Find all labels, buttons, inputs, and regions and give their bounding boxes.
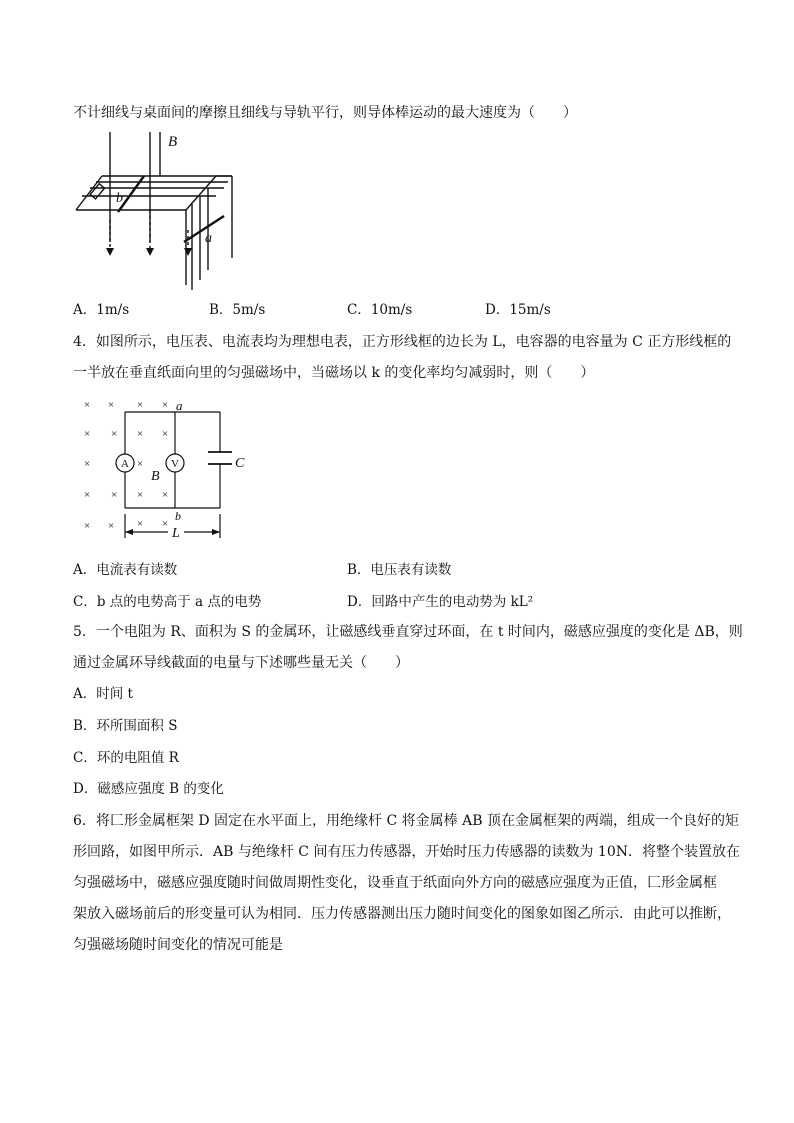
q3-label-b: b xyxy=(116,191,123,206)
q4-option-c: C．b 点的电势高于 a 点的电势 xyxy=(73,594,262,610)
q4-label-L: L xyxy=(172,526,180,541)
q3-label-B: B xyxy=(168,134,178,150)
field-mark: × xyxy=(84,520,91,532)
field-mark: × xyxy=(137,518,144,530)
field-mark: × xyxy=(137,399,144,411)
field-mark: × xyxy=(111,428,118,440)
q5-line-2: 通过金属环导线截面的电量与下述哪些量无关（ ） xyxy=(73,655,409,671)
field-mark: × xyxy=(108,520,115,532)
q5-option-d: D．磁感应强度 B 的变化 xyxy=(73,781,224,797)
field-mark: × xyxy=(162,489,169,501)
q5-option-a: A．时间 t xyxy=(73,686,133,702)
q4-option-b: B．电压表有读数 xyxy=(347,562,452,578)
q6-line-3: 匀强磁场中，磁感应强度随时间做周期性变化，设垂直于纸面向外方向的磁感应强度为正值，匚形金属框 xyxy=(73,875,717,891)
field-mark: × xyxy=(137,489,144,501)
q4-line-2: 一半放在垂直纸面向里的匀强磁场中，当磁场以 k 的变化率均匀减弱时，则（ ） xyxy=(73,365,595,381)
ammeter-icon: A xyxy=(121,458,129,470)
q4-label-a: a xyxy=(176,398,183,413)
q4-option-d: D．回路中产生的电动势为 kL² xyxy=(347,594,534,610)
field-mark: × xyxy=(84,458,91,470)
field-mark: × xyxy=(162,428,169,440)
q4-label-B: B xyxy=(151,469,160,484)
field-mark: × xyxy=(84,489,91,501)
field-mark: × xyxy=(84,399,91,411)
voltmeter-icon: V xyxy=(171,458,179,470)
q3-figure xyxy=(68,130,248,295)
q3-stem-tail: 不计细线与桌面间的摩擦且细线与导轨平行，则导体棒运动的最大速度为（ ） xyxy=(73,105,577,121)
q6-line-2: 形回路，如图甲所示．AB 与绝缘杆 C 间有压力传感器，开始时压力传感器的读数为 10N．将整个装置放在 xyxy=(73,844,740,860)
field-mark: × xyxy=(162,518,169,530)
q5-option-c: C．环的电阻值 R xyxy=(73,750,179,766)
field-mark: × xyxy=(137,458,144,470)
q3-option-a: A．1m/s xyxy=(73,302,130,318)
q5-line-1: 5．一个电阻为 R、面积为 S 的金属环，让磁感线垂直穿过环面，在 t 时间内，磁感应强度的变化是 ΔB，则 xyxy=(73,624,743,640)
field-mark: × xyxy=(111,489,118,501)
q4-line-1: 4．如图所示，电压表、电流表均为理想电表，正方形线框的边长为 L，电容器的电容量为 C 正方形线框的 xyxy=(73,334,732,350)
field-mark: × xyxy=(162,399,169,411)
q3-option-c: C．10m/s xyxy=(347,302,413,318)
field-mark: × xyxy=(108,399,115,411)
field-mark: × xyxy=(84,428,91,440)
q3-label-a: a xyxy=(205,231,212,246)
q6-line-1: 6．将匚形金属框架 D 固定在水平面上，用绝缘杆 C 将金属棒 AB 顶在金属框架的两端，组成一个良好的矩 xyxy=(73,813,739,829)
q4-label-b: b xyxy=(175,509,181,523)
q6-line-4: 架放入磁场前后的形变量可认为相同．压力传感器测出压力随时间变化的图象如图乙所示．由此可以推断， xyxy=(73,906,731,922)
q5-option-b: B．环所围面积 S xyxy=(73,718,178,734)
q4-figure xyxy=(76,392,266,542)
field-mark: × xyxy=(137,428,144,440)
q6-line-5: 匀强磁场随时间变化的情况可能是 xyxy=(73,937,283,953)
q3-option-b: B．5m/s xyxy=(209,302,266,318)
q4-option-a: A．电流表有读数 xyxy=(73,562,178,578)
q4-label-C: C xyxy=(235,456,245,471)
q3-option-d: D．15m/s xyxy=(485,302,551,318)
